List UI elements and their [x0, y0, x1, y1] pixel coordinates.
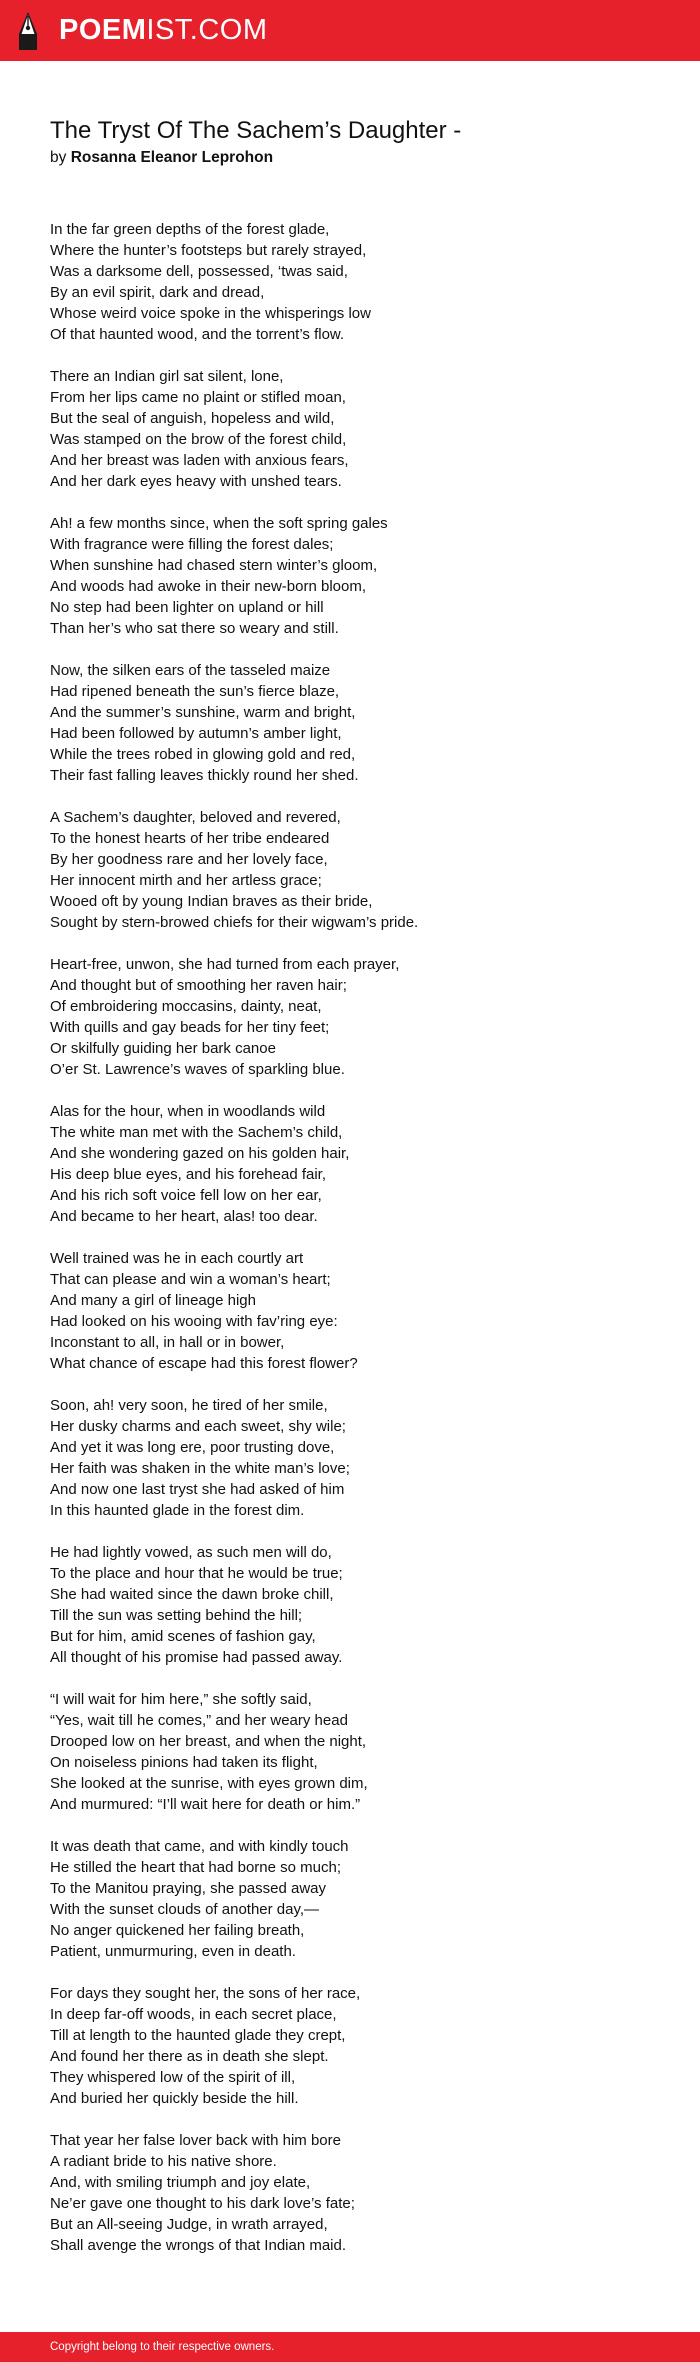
poem-line: Soon, ah! very soon, he tired of her smile,: [50, 1397, 328, 1414]
poem-line: To the place and hour that he would be true;: [50, 1565, 343, 1582]
poem-line: “Yes, wait till he comes,” and her weary head: [50, 1712, 348, 1729]
poem-line: And many a girl of lineage high: [50, 1292, 256, 1309]
stanza: [50, 1395, 650, 1521]
poem-line: He stilled the heart that had borne so much;: [50, 1859, 342, 1876]
poem-line: It was death that came, and with kindly touch: [50, 1838, 349, 1855]
poem-line: Till the sun was setting behind the hill;: [50, 1607, 303, 1624]
poem-line: With the sunset clouds of another day,—: [50, 1901, 320, 1918]
stanza: [50, 660, 650, 786]
pen-nib-icon: [17, 12, 39, 50]
poem-line: By her goodness rare and her lovely face,: [50, 851, 328, 868]
poem-line: But for him, amid scenes of fashion gay,: [50, 1628, 316, 1645]
poem-line: Her innocent mirth and her artless grace;: [50, 872, 322, 889]
poem-line: Her dusky charms and each sweet, shy wile;: [50, 1418, 346, 1435]
poem-line: And she wondering gazed on his golden hair,: [50, 1145, 350, 1162]
stanza: [50, 807, 650, 933]
poem-line: Her faith was shaken in the white man’s love;: [50, 1460, 350, 1477]
poem-line: And yet it was long ere, poor trusting dove,: [50, 1439, 335, 1456]
poem-line: “I will wait for him here,” she softly said,: [50, 1691, 312, 1708]
poem-line: She had waited since the dawn broke chill,: [50, 1586, 334, 1603]
stanza: [50, 1689, 650, 1815]
poem-line: Inconstant to all, in hall or in bower,: [50, 1334, 285, 1351]
poem-line: Alas for the hour, when in woodlands wild: [50, 1103, 326, 1120]
poem-line: Sought by stern-browed chiefs for their wigwam’s pride.: [50, 914, 419, 931]
site-logo-text: [59, 16, 268, 45]
poem-line: And woods had awoke in their new-born bloom,: [50, 578, 367, 595]
poem-line: By an evil spirit, dark and dread,: [50, 284, 265, 301]
poem-line: O’er St. Lawrence’s waves of sparkling blue.: [50, 1061, 345, 1078]
poem-line: And became to her heart, alas! too dear.: [50, 1208, 318, 1225]
poem-line: Had looked on his wooing with fav’ring eye:: [50, 1313, 338, 1330]
author-link[interactable]: Rosanna Eleanor Leprohon: [70, 149, 274, 166]
poem-line: Well trained was he in each courtly art: [50, 1250, 304, 1267]
poem-line: There an Indian girl sat silent, lone,: [50, 368, 284, 385]
poem-line: A Sachem’s daughter, beloved and revered,: [50, 809, 341, 826]
poem-line: Drooped low on her breast, and when the night,: [50, 1733, 367, 1750]
poem-line: No anger quickened her failing breath,: [50, 1922, 305, 1939]
poem-line: In the far green depths of the forest glade,: [50, 221, 330, 238]
poem-line: No step had been lighter on upland or hill: [50, 599, 324, 616]
poem-line: Ne’er gave one thought to his dark love’s fate;: [50, 2195, 355, 2212]
stanza: [50, 954, 650, 1080]
copyright-text: Copyright belong to their respective owners.: [50, 2341, 275, 2353]
poem-line: All thought of his promise had passed away.: [50, 1649, 343, 1666]
site-header: [0, 0, 700, 61]
byline: [50, 148, 273, 168]
poem-line: Patient, unmurmuring, even in death.: [50, 1943, 296, 1960]
poem-line: They whispered low of the spirit of ill,: [50, 2069, 296, 2086]
poem-line: And now one last tryst she had asked of him: [50, 1481, 345, 1498]
poem-line: In deep far-off woods, in each secret place,: [50, 2006, 337, 2023]
poem-line: On noiseless pinions had taken its flight,: [50, 1754, 318, 1771]
poem-title: The Tryst Of The Sachem’s Daughter -: [50, 117, 462, 144]
poem-line: And, with smiling triumph and joy elate,: [50, 2174, 311, 2191]
poem-line: And her dark eyes heavy with unshed tears.: [50, 473, 342, 490]
poem-line: In this haunted glade in the forest dim.: [50, 1502, 305, 1519]
logo-text-bold: POEM: [59, 14, 147, 46]
poem-line: She looked at the sunrise, with eyes grown dim,: [50, 1775, 368, 1792]
poem-line: With quills and gay beads for her tiny feet;: [50, 1019, 330, 1036]
poem-line: Was stamped on the brow of the forest child,: [50, 431, 347, 448]
poem-line: He had lightly vowed, as such men will do,: [50, 1544, 332, 1561]
by-label: by: [50, 149, 67, 166]
poem-line: Of that haunted wood, and the torrent’s flow.: [50, 326, 345, 343]
stanza: [50, 2130, 650, 2256]
poem-line: To the Manitou praying, she passed away: [50, 1880, 326, 1897]
poem-line: Whose weird voice spoke in the whisperings low: [50, 305, 371, 322]
poem-line: But the seal of anguish, hopeless and wild,: [50, 410, 335, 427]
poem-line: Had ripened beneath the sun’s fierce blaze,: [50, 683, 340, 700]
poem-line: Now, the silken ears of the tasseled maize: [50, 662, 331, 679]
poem-line: And her breast was laden with anxious fears,: [50, 452, 349, 469]
poem-line: Of embroidering moccasins, dainty, neat,: [50, 998, 322, 1015]
poem-line: To the honest hearts of her tribe endeared: [50, 830, 330, 847]
poem-line: Or skilfully guiding her bark canoe: [50, 1040, 276, 1057]
poem-line: Where the hunter’s footsteps but rarely strayed,: [50, 242, 367, 259]
poem-line: That can please and win a woman’s heart;: [50, 1271, 331, 1288]
stanza: [50, 1101, 650, 1227]
poem-line: And his rich soft voice fell low on her ear,: [50, 1187, 322, 1204]
poem-line: Shall avenge the wrongs of that Indian maid.: [50, 2237, 347, 2254]
poem-line: And murmured: “I’ll wait here for death or him.”: [50, 1796, 361, 1813]
site-logo[interactable]: [17, 12, 268, 50]
stanza: [50, 1542, 650, 1668]
poem-line: And found her there as in death she slept.: [50, 2048, 329, 2065]
stanza: [50, 1248, 650, 1374]
poem-line: Ah! a few months since, when the soft spring gales: [50, 515, 388, 532]
poem-line: His deep blue eyes, and his forehead fair,: [50, 1166, 327, 1183]
poem-line: And thought but of smoothing her raven hair;: [50, 977, 347, 994]
stanza: [50, 219, 650, 345]
poem-line: Their fast falling leaves thickly round her shed.: [50, 767, 359, 784]
poem-line: When sunshine had chased stern winter’s gloom,: [50, 557, 378, 574]
poem-line: Till at length to the haunted glade they crept,: [50, 2027, 346, 2044]
poem-line: For days they sought her, the sons of her race,: [50, 1985, 361, 2002]
poem-line: What chance of escape had this forest flower?: [50, 1355, 358, 1372]
poem-line: And the summer’s sunshine, warm and bright,: [50, 704, 356, 721]
poem-line: The white man met with the Sachem’s child,: [50, 1124, 343, 1141]
stanza: [50, 1983, 650, 2109]
poem-line: Had been followed by autumn’s amber light,: [50, 725, 342, 742]
stanza: [50, 1836, 650, 1962]
poem-line: That year her false lover back with him bore: [50, 2132, 341, 2149]
site-footer: [0, 2332, 700, 2362]
poem-line: A radiant bride to his native shore.: [50, 2153, 277, 2170]
logo-text-light: IST.COM: [146, 14, 268, 46]
poem-line: But an All-seeing Judge, in wrath arrayed,: [50, 2216, 328, 2233]
stanza: [50, 513, 650, 639]
poem-line: Was a darksome dell, possessed, ‘twas said,: [50, 263, 348, 280]
stanza: [50, 366, 650, 492]
poem-line: From her lips came no plaint or stifled moan,: [50, 389, 346, 406]
poem-line: With fragrance were filling the forest dales;: [50, 536, 334, 553]
poem-line: And buried her quickly beside the hill.: [50, 2090, 299, 2107]
poem-line: While the trees robed in glowing gold and red,: [50, 746, 356, 763]
poem-line: Wooed oft by young Indian braves as their bride,: [50, 893, 373, 910]
poem-line: Heart-free, unwon, she had turned from each prayer,: [50, 956, 400, 973]
poem-body: [50, 219, 650, 2277]
poem-line: Than her’s who sat there so weary and still.: [50, 620, 339, 637]
